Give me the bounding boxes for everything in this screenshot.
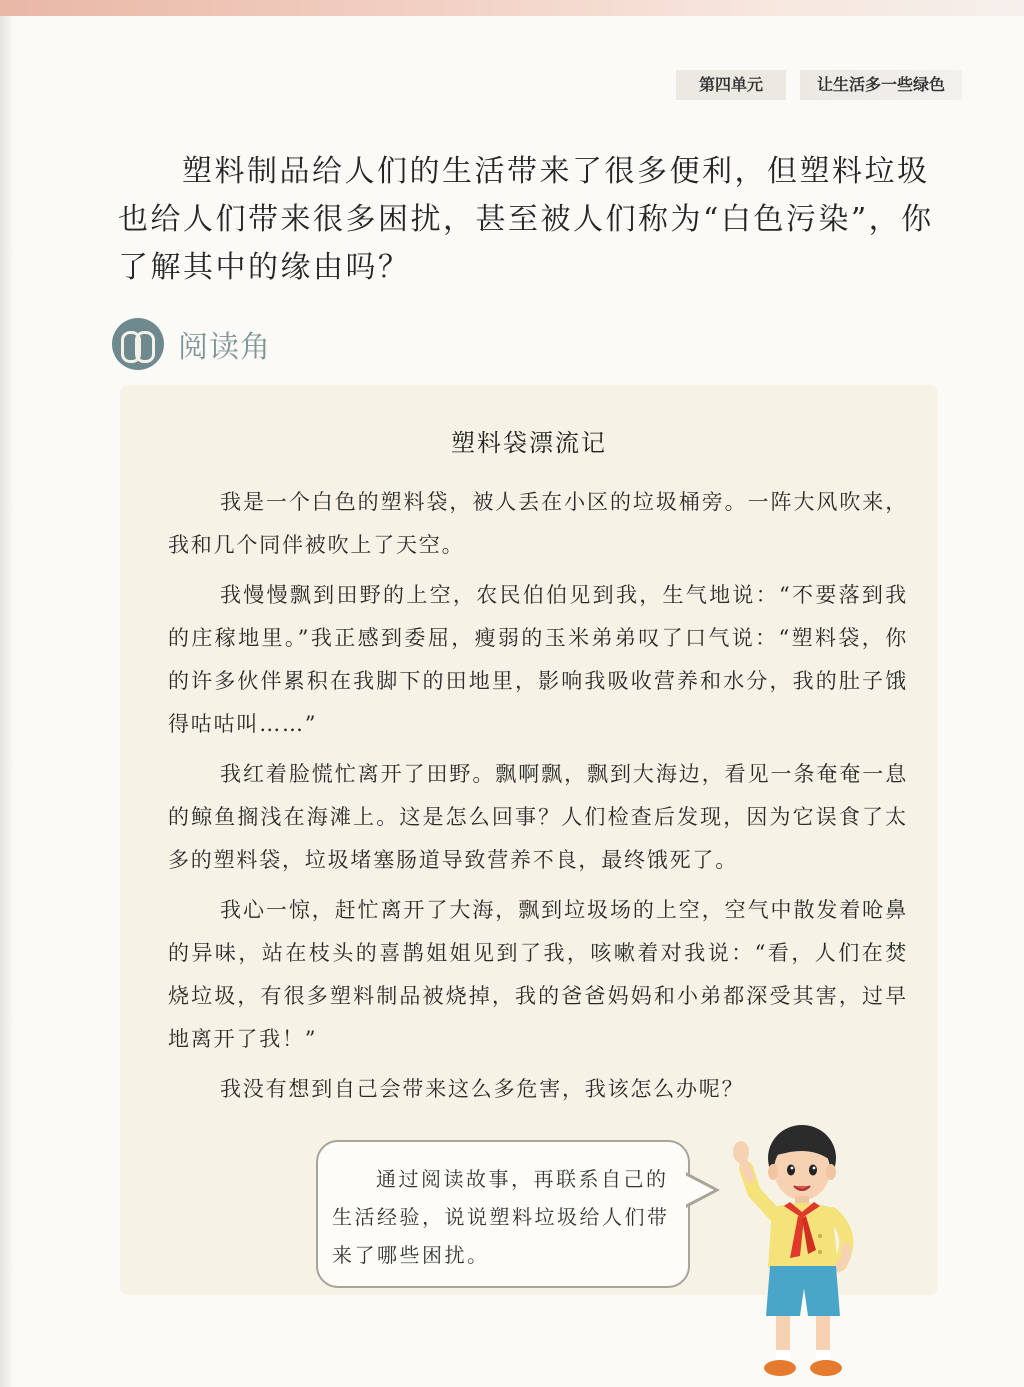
page-header [676, 70, 962, 100]
unit-label: 第四单元 [676, 70, 786, 100]
page-top-edge [0, 0, 1024, 16]
story-title: 塑料袋漂流记 [451, 429, 607, 457]
story-paragraph: 我心一惊，赶忙离开了大海，飘到垃圾场的上空，空气中散发着呛鼻的异味，站在枝头的喜鹊姐姐见到了我，咳嗽着对我说：“看，人们在焚烧垃圾，有很多塑料制品被烧掉，我的爸爸妈妈和小弟都深受其害，过早地离开了我！” [168, 898, 908, 1051]
story-paragraph: 我红着脸慌忙离开了田野。飘啊飘，飘到大海边，看见一条奄奄一息的鲸鱼搁浅在海滩上。这是怎么回事？人们检查后发现，因为它误食了太多的塑料袋，垃圾堵塞肠道导致营养不良，最终饿死了。 [168, 762, 908, 872]
lesson-title: 让生活多一些绿色 [800, 70, 962, 100]
story-body [168, 481, 908, 1118]
story-paragraph: 我是一个白色的塑料袋，被人丢在小区的垃圾桶旁。一阵大风吹来，我和几个同伴被吹上了天空。 [168, 490, 908, 557]
story-paragraph: 我没有想到自己会带来这么多危害，我该怎么办呢？ [220, 1077, 745, 1101]
intro-paragraph [118, 148, 948, 292]
intro-text: 塑料制品给人们的生活带来了很多便利，但塑料垃圾也给人们带来很多困扰，甚至被人们称为“白色污染”，你了解其中的缘由吗？ [118, 154, 934, 285]
section-heading [112, 318, 271, 370]
book-icon [112, 318, 164, 370]
page-binding-shadow [0, 16, 14, 1387]
story-paragraph: 我慢慢飘到田野的上空，农民伯伯见到我，生气地说：“不要落到我的庄稼地里。”我正感到委屈，瘦弱的玉米弟弟叹了口气说：“塑料袋，你的许多伙伴累积在我脚下的田地里，影响我吸收营养和水分，我的肚子饿得咕咕叫……” [168, 583, 908, 736]
speech-bubble [316, 1140, 690, 1288]
section-title: 阅读角 [178, 330, 271, 365]
student-illustration [728, 1118, 878, 1384]
prompt-text: 通过阅读故事，再联系自己的生活经验，说说塑料垃圾给人们带来了哪些困扰。 [332, 1167, 670, 1267]
